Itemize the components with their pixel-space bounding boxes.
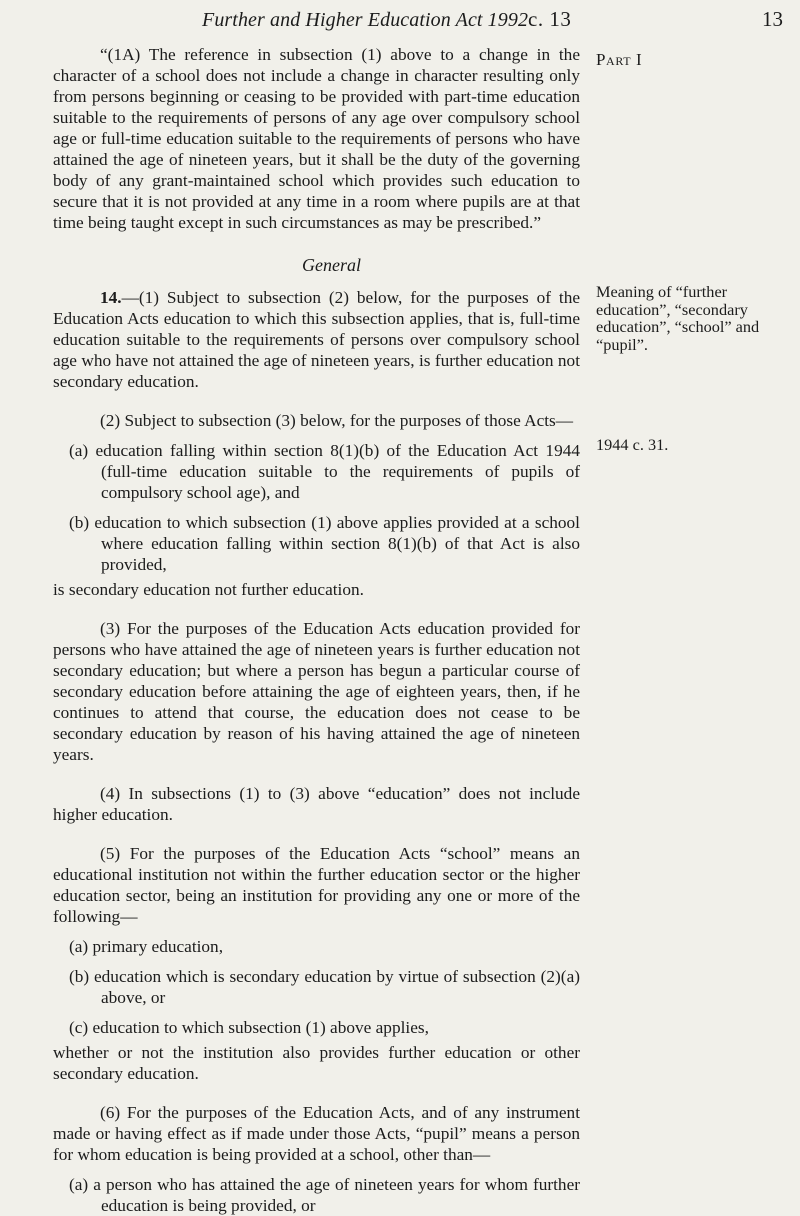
section-heading: General [302, 255, 361, 275]
margin-note-meaning: Meaning of “further education”, “secondary education”, “school” and “pupil”. [596, 282, 760, 354]
margin-note-act-reference: 1944 c. 31. [596, 435, 669, 454]
subsection-14-4: (4) In subsections (1) to (3) above “education” does not include higher education. [53, 784, 580, 824]
paragraph-14-2-b: (b) education to which subsection (1) above applies provided at a school where education falling within section 8(1)(b) of that Act is also provided, [69, 513, 580, 574]
margin-part-label: Part I [596, 50, 643, 69]
statute-text [53, 44, 580, 1216]
paragraph-14-5-a: (a) primary education, [69, 937, 224, 956]
page-number: 13 [762, 7, 783, 31]
paragraph-14-6-a: (a) a person who has attained the age of nineteen years for whom further education is being provided, or [69, 1175, 580, 1215]
paragraph-14-5-c: (c) education to which subsection (1) above applies, [69, 1018, 429, 1037]
paragraph-14-5-b: (b) education which is secondary education by virtue of subsection (2)(a) above, or [69, 967, 580, 1007]
chapter-number: c. 13 [528, 7, 572, 31]
subsection-14-1 [53, 287, 580, 392]
section-number: 14. [100, 288, 122, 307]
subsection-14-2: (2) Subject to subsection (3) below, for the purposes of those Acts— [100, 411, 574, 430]
subsection-14-5-tail: whether or not the institution also provides further education or other secondary education. [53, 1043, 580, 1083]
subsection-14-5: (5) For the purposes of the Education Acts “school” means an educational institution not within the further education sector or the higher education sector, being an institution for providing any one or more of the following— [53, 844, 580, 926]
subsection-14-1-text: —(1) Subject to subsection (2) below, for the purposes of the Education Acts education to which this subsection applies, that is, full-time education suitable to the requirements of persons over compulsory school age who have not attained the age of nineteen years, is further education not secondary education. [53, 288, 580, 391]
paragraph-14-2-a: (a) education falling within section 8(1)(b) of the Education Act 1944 (full-time education suitable to the requirements of pupils of compulsory school age), and [69, 441, 580, 502]
subsection-1a: “(1A) The reference in subsection (1) above to a change in the character of a school does not include a change in character resulting only from persons beginning or ceasing to be provided with part-time education suitable to the requirements of persons of any age over compulsory school age or full-time education suitable to the requirements of persons who have attained the age of nineteen years, but it shall be the duty of the governing body of any grant-maintained school which provides such education to secure that it is not provided at any time in a room where pupils are at that time being taught except in such circumstances as may be prescribed.” [53, 45, 580, 232]
subsection-14-6: (6) For the purposes of the Education Acts, and of any instrument made or having effect as if made under those Acts, “pupil” means a person for whom education is being provided at a school, other than— [53, 1103, 580, 1164]
subsection-14-3: (3) For the purposes of the Education Acts education provided for persons who have attained the age of nineteen years is further education not secondary education; but where a person has begun a particular course of secondary education before attaining the age of eighteen years, then, if he continues to attend that course, the education does not cease to be secondary education by reason of his having attained the age of nineteen years. [53, 619, 580, 764]
act-title: Further and Higher Education Act 1992 [202, 9, 529, 31]
subsection-14-2-tail: is secondary education not further education. [53, 580, 364, 599]
running-header [0, 0, 800, 40]
